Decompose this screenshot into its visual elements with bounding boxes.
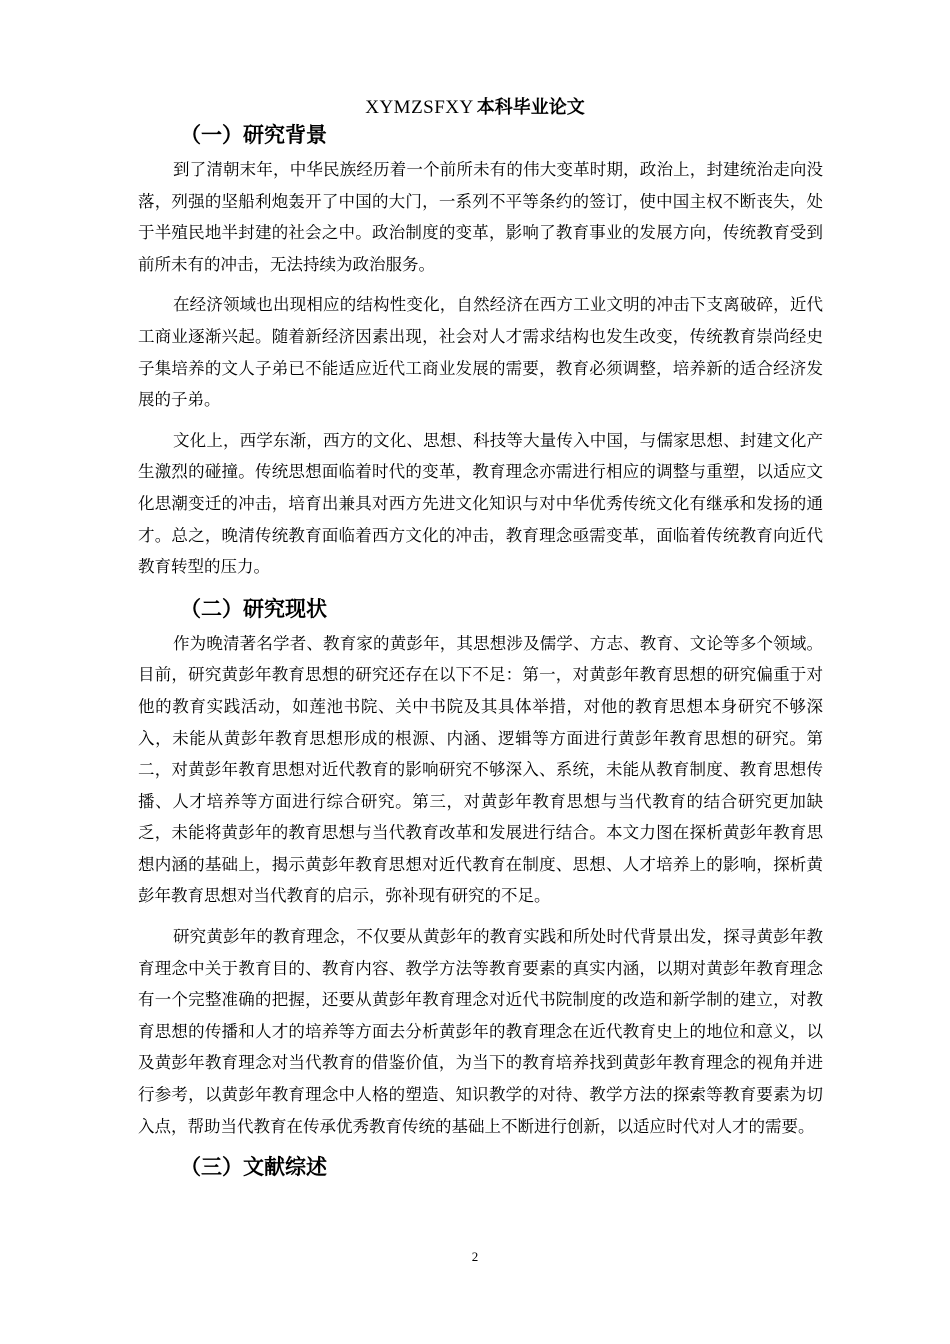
paragraph-status-gaps: 作为晚清著名学者、教育家的黄彭年，其思想涉及儒学、方志、教育、文论等多个领域。目前，研究黄彭年教育思想的研究还存在以下不足：第一，对黄彭年教育思想的研究偏重于对他的教育实践活动，如莲池书院、关中书院及其具体举措，对他的教育思想本身研究不够深入，未能从黄彭年教育思想形成的根源、内涵、逻辑等方面进行黄彭年教育思想的研究。第二，对黄彭年教育思想对近代教育的影响研究不够深入、系统，未能从教育制度、教育思想传播、人才培养等方面进行综合研究。第三，对黄彭年教育思想与当代教育的结合研究更加缺乏，未能将黄彭年的教育思想与当代教育改革和发展进行结合。本文力图在探析黄彭年教育思想内涵的基础上，揭示黄彭年教育思想对近代教育在制度、思想、人才培养上的影响，探析黄彭年教育思想对当代教育的启示，弥补现有研究的不足。 — [138, 633, 823, 906]
section-heading-background: （一）研究背景 — [180, 123, 327, 147]
paragraph-status-significance: 研究黄彭年的教育理念，不仅要从黄彭年的教育实践和所处时代背景出发，探寻黄彭年教育理念中关于教育目的、教育内容、教学方法等教育要素的真实内涵，以期对黄彭年教育理念有一个完整准确的把握，还要从黄彭年教育理念对近代书院制度的改造和新学制的建立，对教育思想的传播和人才的培养等方面去分析黄彭年的教育理念在近代教育史上的地位和意义，以及黄彭年教育理念对当代教育的借鉴价值，为当下的教育培养找到黄彭年教育理念的视角并进行参考，以黄彭年教育理念中人格的塑造、知识教学的对待、教学方法的探索等教育要素为切入点，帮助当代教育在传承优秀教育传统的基础上不断进行创新，以适应时代对人才的需要。 — [138, 927, 823, 1136]
section-heading-status: （二）研究现状 — [180, 596, 327, 621]
header-school-code: XYMZSFXY — [365, 97, 474, 118]
section-heading-literature-review: （三）文献综述 — [180, 1155, 327, 1180]
paragraph-background-economy: 在经济领域也出现相应的结构性变化，自然经济在西方工业文明的冲击下支离破碎，近代工商业逐渐兴起。随着新经济因素出现，社会对人才需求结构也发生改变，传统教育崇尚经史子集培养的文人子弟已不能适应近代工商业发展的需要，教育必须调整，培养新的适合经济发展的子弟。 — [138, 295, 823, 410]
paragraph-background-politics: 到了清朝末年，中华民族经历着一个前所未有的伟大变革时期，政治上，封建统治走向没落，列强的坚船利炮轰开了中国的大门，一系列不平等条约的签订，使中国主权不断丧失，处于半殖民地半封建的社会之中。政治制度的变革，影响了教育事业的发展方向，传统教育受到前所未有的冲击，无法持续为政治服务。 — [138, 160, 823, 274]
paragraph-background-culture: 文化上，西学东渐，西方的文化、思想、科技等大量传入中国，与儒家思想、封建文化产生激烈的碰撞。传统思想面临着时代的变革，教育理念亦需进行相应的调整与重塑，以适应文化思潮变迁的冲击，培育出兼具对西方先进文化知识与对中华优秀传统文化有继承和发扬的通才。总之，晚清传统教育面临着西方文化的冲击，教育理念亟需变革，面临着传统教育向近代教育转型的压力。 — [138, 430, 823, 577]
page-header — [0, 94, 950, 121]
page-number: 2 — [471, 1249, 479, 1264]
document-body — [138, 118, 823, 1186]
header-thesis-label: 本科毕业论文 — [476, 97, 585, 118]
